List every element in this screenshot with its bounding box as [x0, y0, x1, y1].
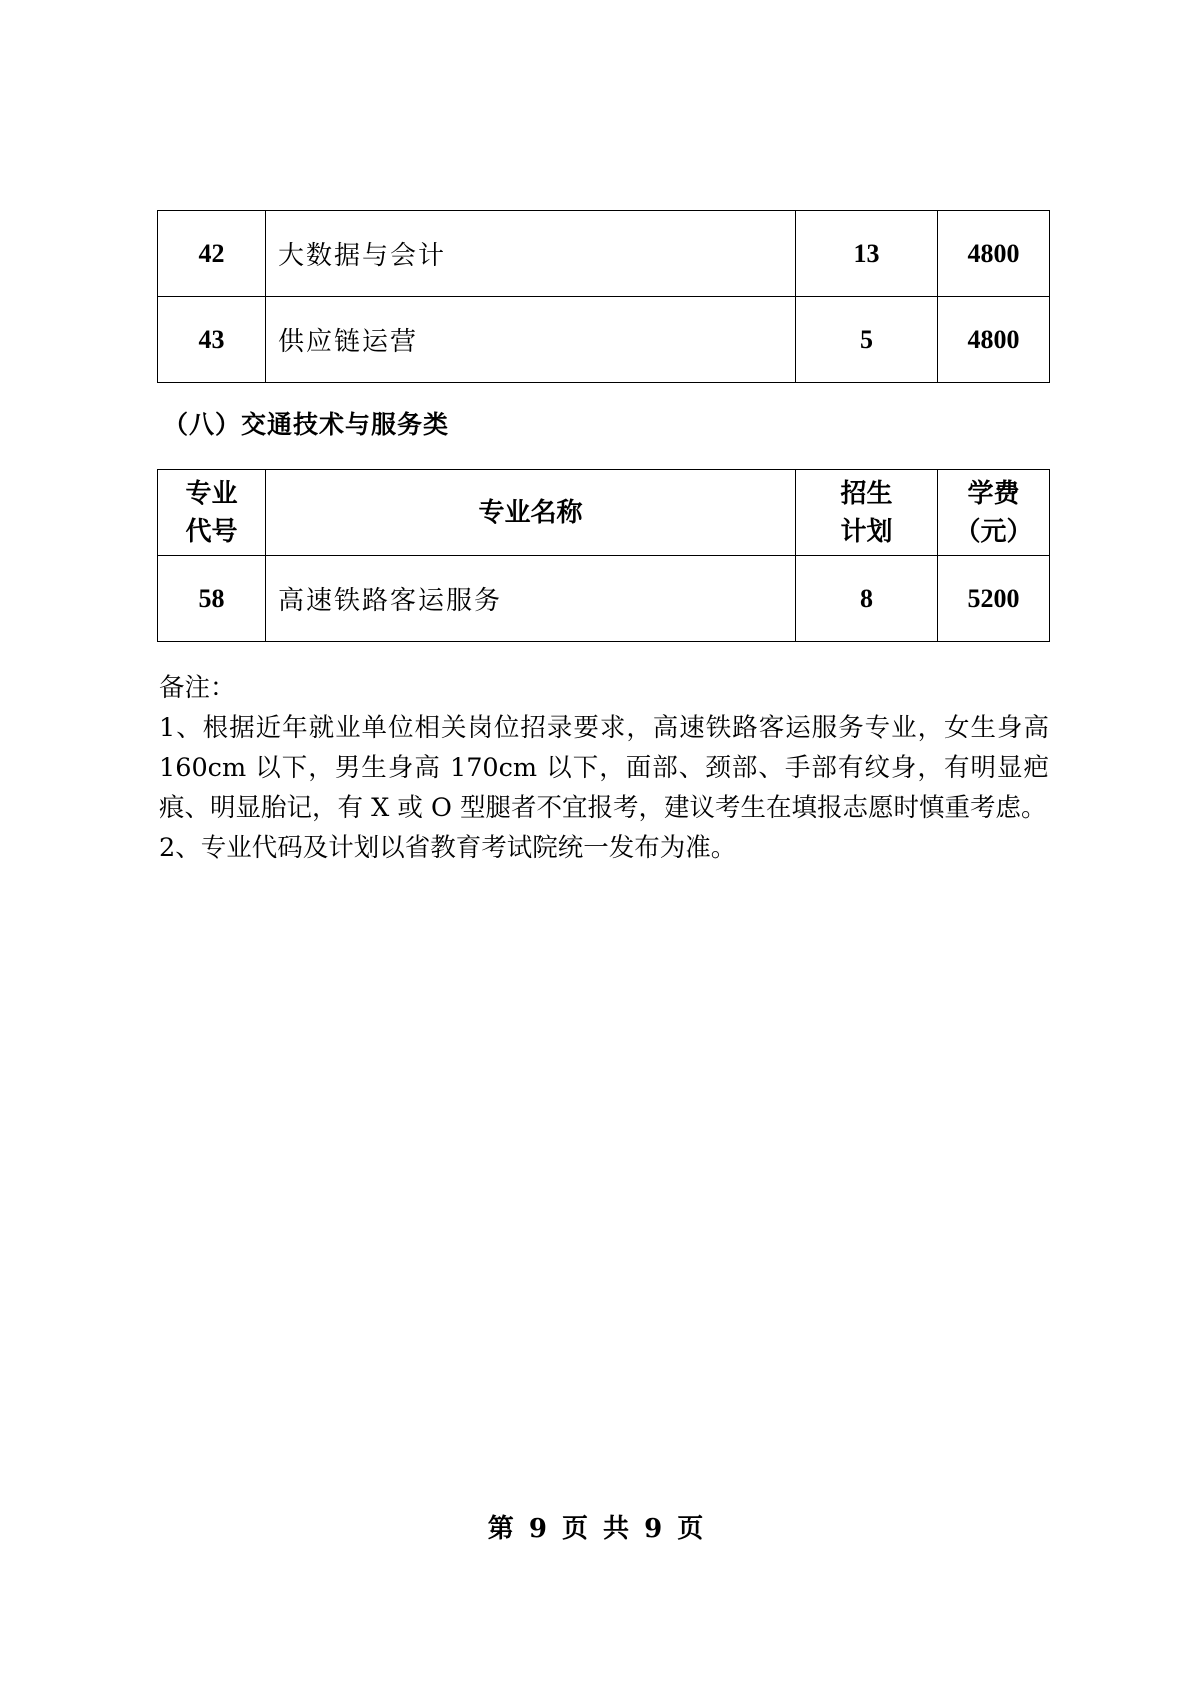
major-table-continued [157, 210, 1050, 383]
table-row [158, 297, 1050, 383]
table-header-row [158, 470, 1050, 556]
section-heading: （八）交通技术与服务类 [163, 410, 450, 439]
header-major-code: 专业 代号 [158, 470, 266, 556]
note-item-1: 1、根据近年就业单位相关岗位招录要求，高速铁路客运服务专业，女生身高 160cm 以下，男生身高 170cm 以下，面部、颈部、手部有纹身，有明显疤痕、明显胎记，有 X 或 O 型腿者不宜报考，建议考生在填报志愿时慎重考虑。 [159, 713, 1049, 823]
table-row [158, 211, 1050, 297]
transport-major-table [157, 469, 1050, 642]
header-enrollment-plan: 招生 计划 [796, 470, 938, 556]
major-name: 供应链运营 [266, 297, 796, 383]
tuition-fee: 5200 [938, 556, 1050, 642]
major-code: 43 [158, 297, 266, 383]
major-code: 42 [158, 211, 266, 297]
enrollment-plan: 8 [796, 556, 938, 642]
page-number: 第 9 页 共 9 页 [487, 1514, 704, 1544]
notes-label: 备注： [159, 673, 236, 703]
major-name: 高速铁路客运服务 [266, 556, 796, 642]
enrollment-plan: 13 [796, 211, 938, 297]
tuition-fee: 4800 [938, 211, 1050, 297]
table-row [158, 556, 1050, 642]
major-name: 大数据与会计 [266, 211, 796, 297]
header-tuition: 学费 （元） [938, 470, 1050, 556]
header-major-name: 专业名称 [266, 470, 796, 556]
notes-block [159, 668, 1049, 868]
major-code: 58 [158, 556, 266, 642]
note-item-2: 2、专业代码及计划以省教育考试院统一发布为准。 [159, 833, 737, 863]
enrollment-plan: 5 [796, 297, 938, 383]
tuition-fee: 4800 [938, 297, 1050, 383]
